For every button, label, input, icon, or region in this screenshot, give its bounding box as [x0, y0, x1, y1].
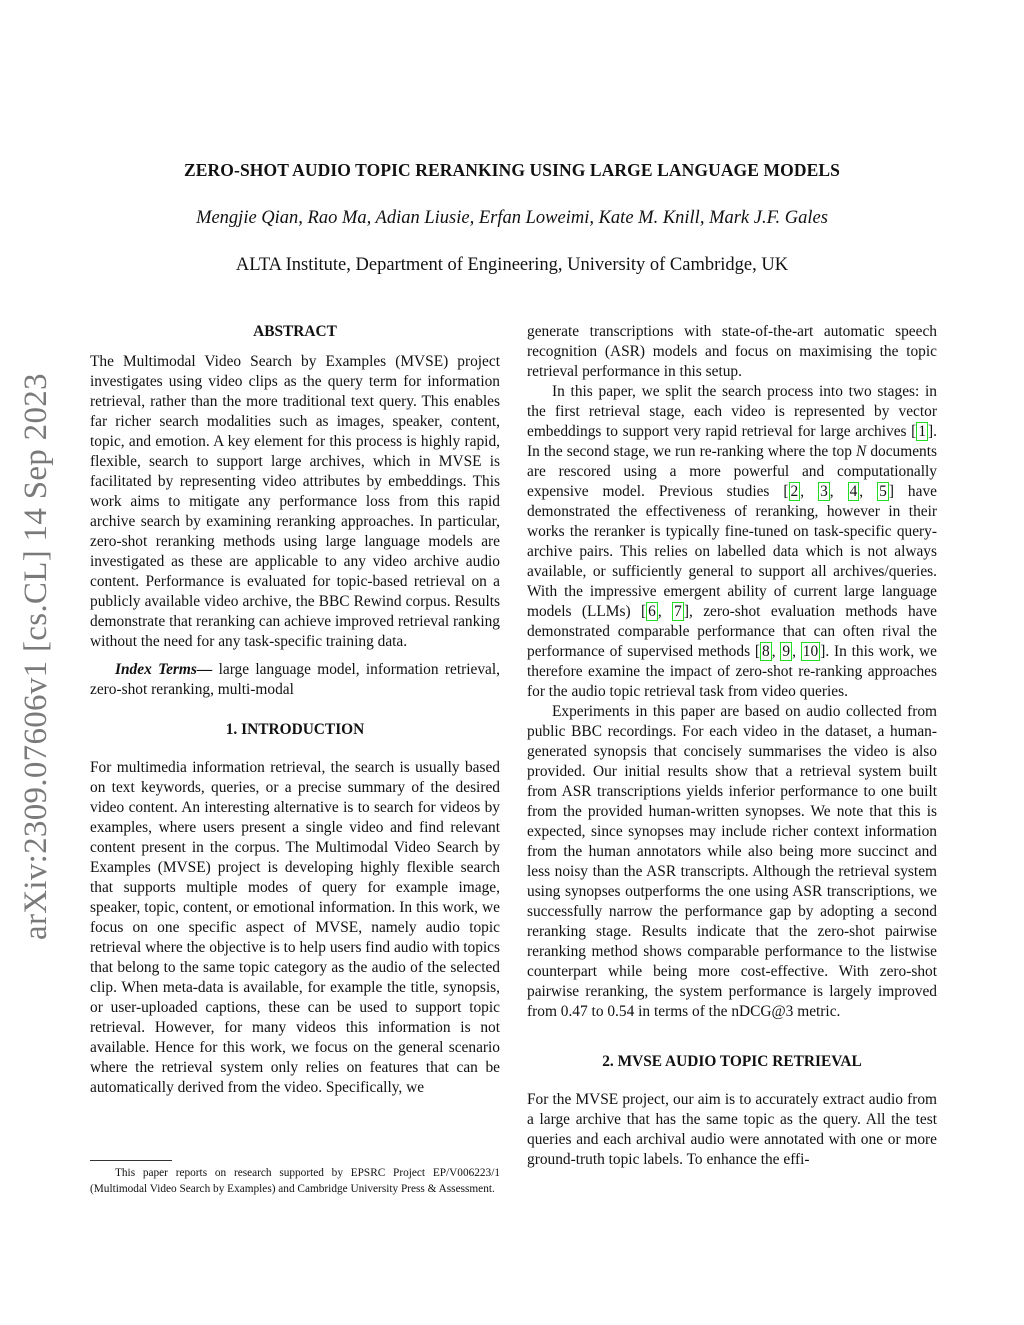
paper-authors: Mengjie Qian, Rao Ma, Adian Liusie, Erfan Loweimi, Kate M. Knill, Mark J.F. Gales: [196, 208, 828, 228]
footnote-text: This paper reports on research supported by EPSRC Project EP/V006223/1 (Multimodal Video Search by Examples) and Cambridge University Press & Assessment.: [90, 1167, 500, 1195]
index-terms-label: Index Terms—: [115, 661, 213, 678]
intro-paragraph-1-continued: generate transcriptions with state-of-the-art automatic speech recognition (ASR) models and focus on maximising the topic retrieval performance in this setup.: [527, 323, 937, 380]
citation-link[interactable]: 9: [782, 643, 791, 660]
citation-link[interactable]: 8: [762, 643, 770, 660]
citation-link[interactable]: 10: [802, 643, 819, 660]
paper-title: ZERO-SHOT AUDIO TOPIC RERANKING USING LARGE LANGUAGE MODELS: [184, 160, 840, 180]
intro-paragraph-3: Experiments in this paper are based on audio collected from public BBC recordings. For each video in the dataset, a human-generated synopsis that concisely summarises the video is also provided. Our initial results show that a retrieval system built from ASR transcriptions yields inferior performance to one built from the provided human-written synopses. We note that this is expected, since synopses may include richer context information from the human annotators while also being more succinct and less noisy than the ASR transcripts. Although the retrieval system using synopses outperforms the one using ASR transcriptions, we successfully narrow the performance gap by adopting a second reranking stage. Results indicate that the zero-shot pairwise reranking method shows comparable performance to the listwise counterpart while being more cost-effective. With zero-shot pairwise reranking, the system performance is largely improved from 0.47 to 0.54 in terms of the nDCG@3 metric.: [527, 703, 937, 1020]
citation-link[interactable]: 3: [820, 483, 828, 500]
abstract-text: The Multimodal Video Search by Examples (MVSE) project investigates using video clips as the query term for information retrieval, rather than the more traditional text query. This enables far richer search modalities such as images, speaker, content, topic, and emotion. A key element for this process is highly rapid, flexible, search to support large archives, which in MVSE is facilitated by representing video attributes by embeddings. This work aims to mitigate any performance loss from this rapid archive search by examining reranking approaches. In particular, zero-shot reranking methods using large language models are investigated as these are applicable to any video archive audio content. Performance is evaluated for topic-based retrieval on a publicly available video archive, the BBC Rewind corpus. Results demonstrate that reranking can achieve improved retrieval ranking without the need for any task-specific training data.: [90, 353, 500, 650]
right-column: [527, 322, 937, 1170]
intro-paragraph-2: In this paper, we split the search process into two stages: in the first retrieval stage, each video is represented by vector embeddings to support very rapid retrieval for large archives [ 1 ]. In the second stage, we run re-ranking where the top N documents are rescored using a more powerful and computationally expensive model. Previous studies [ 2 , 3 , 4 , 5 ] have demonstrated the effectiveness of reranking, however in their works the reranker is typically fine-tuned on task-specific query-archive pairs. This relies on labelled data which is not always available, or sufficiently general to support all archives/queries. With the impressive emergent ability of current large language models (LLMs) [ 6 , 7 ], zero-shot evaluation methods have demonstrated comparable performance that can often rival the performance of supervised methods [ 8 , 9 , 10 ]. In this work, we therefore examine the impact of zero-shot re-ranking approaches for the audio topic retrieval task from video queries.: [527, 383, 937, 700]
citation-link[interactable]: 2: [790, 483, 799, 500]
section2-heading: 2. MVSE AUDIO TOPIC RETRIEVAL: [602, 1053, 862, 1070]
footnote-rule: [90, 1160, 172, 1161]
citation-link[interactable]: 6: [648, 603, 656, 620]
citation-link[interactable]: 5: [879, 483, 887, 500]
intro-heading: 1. INTRODUCTION: [225, 721, 365, 738]
arxiv-identifier: arXiv:2309.07606v1 [cs.CL] 14 Sep 2023: [18, 373, 54, 940]
abstract-heading: ABSTRACT: [253, 323, 337, 340]
left-column: [90, 322, 500, 1098]
citation-link[interactable]: 7: [674, 603, 682, 620]
intro-paragraph-1: For multimedia information retrieval, the search is usually based on text keywords, queries, or a precise summary of the desired video content. An interesting alternative is to search for videos by examples, where users present a single video and find relevant content present in the corpus. The Multimodal Video Search by Examples (MVSE) project is developing highly flexible search that supports multiple modes of query for example image, speaker, topic, content, or emotional information. In this work, we focus on one specific aspect of MVSE, namely audio topic retrieval where the objective is to help users find audio with topics that belong to the same topic category as the audio of the selected clip. When meta-data is available, for example the title, synopsis, or user-uploaded captions, these can be used to support topic retrieval. However, for many videos this information is not available. Hence for this work, we focus on the general scenario where the retrieval system only relies on features that can be automatically derived from the video. Specifically, we: [90, 759, 500, 1096]
paper-affiliation: ALTA Institute, Department of Engineering, University of Cambridge, UK: [235, 255, 789, 275]
citation-link[interactable]: 1: [918, 423, 927, 440]
section2-paragraph-1: For the MVSE project, our aim is to accurately extract audio from a large archive that has the same topic as the query. All the test queries and each archival audio were annotated with one or more ground-truth topic labels. To enhance the effi-: [527, 1091, 937, 1168]
index-terms-text: large language model, information retrieval, zero-shot reranking, multi-modal: [90, 661, 500, 698]
footnote: [90, 1160, 500, 1197]
index-terms: [90, 660, 500, 700]
citation-link[interactable]: 4: [849, 483, 858, 500]
